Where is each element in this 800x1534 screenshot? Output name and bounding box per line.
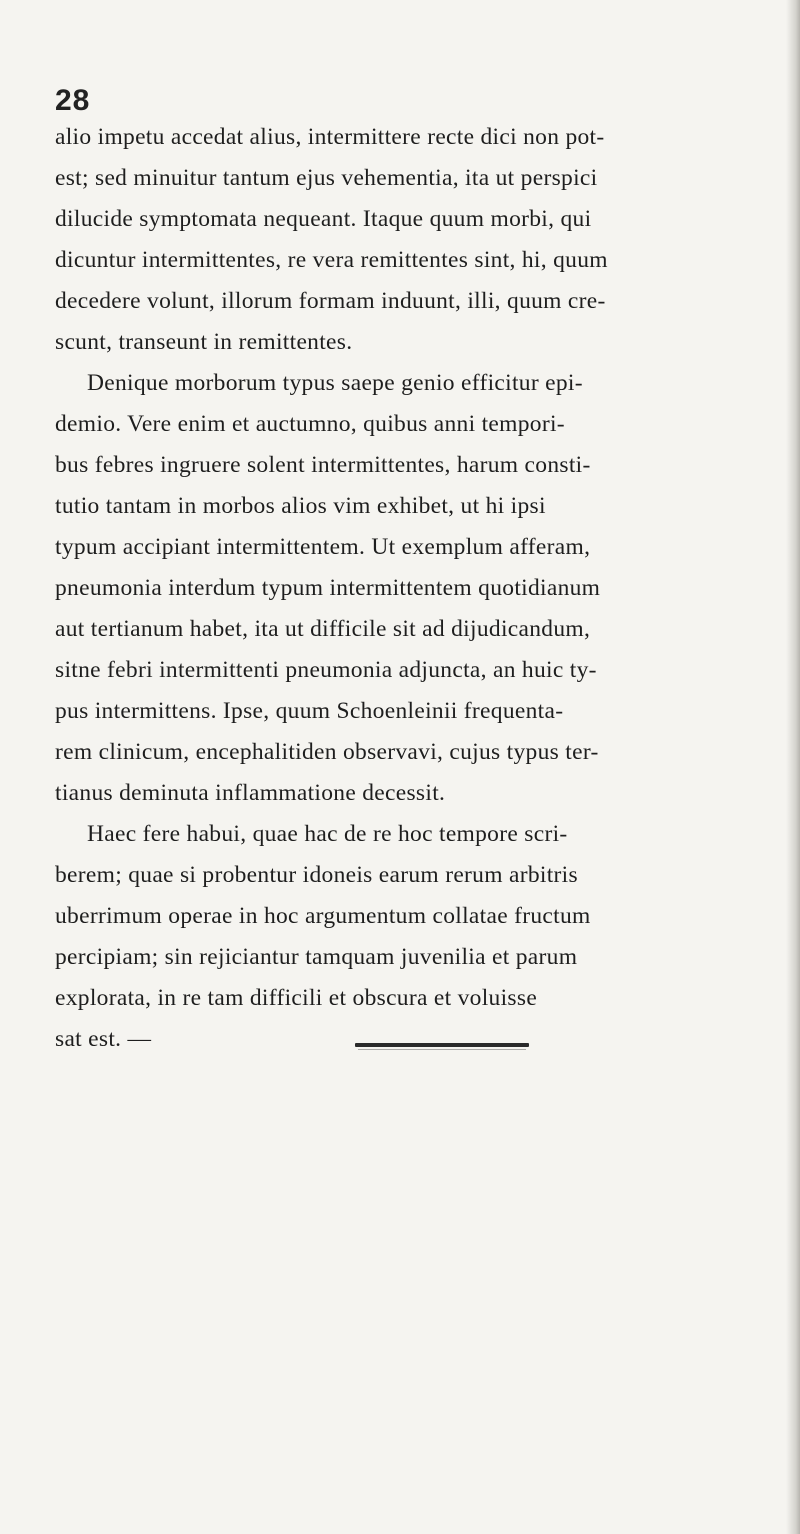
text-line: berem; quae si probentur idoneis earum rerum arbitris [55, 862, 578, 888]
text-line: scunt, transeunt in remittentes. [55, 329, 353, 355]
text-line: tianus deminuta inflammatione decessit. [55, 780, 446, 806]
text-line: bus febres ingruere solent intermittentes, harum consti- [55, 452, 591, 478]
text-line: est; sed minuitur tantum ejus vehementia, ita ut perspici [55, 165, 598, 191]
text-line: rem clinicum, encephalitiden observavi, cujus typus ter- [55, 739, 599, 765]
text-line: sat est. — [55, 1026, 152, 1052]
closing-rule [355, 1043, 529, 1047]
text-line: typum accipiant intermittentem. Ut exemplum afferam, [55, 534, 591, 560]
text-line: dicuntur intermittentes, re vera remittentes sint, hi, quum [55, 247, 608, 273]
text-line: demio. Vere enim et auctumno, quibus anni tempori- [55, 411, 565, 437]
text-line: aut tertianum habet, ita ut difficile sit ad dijudicandum, [55, 616, 591, 642]
text-line: explorata, in re tam difficili et obscura et voluisse [55, 985, 538, 1011]
text-line: uberrimum operae in hoc argumentum collatae fructum [55, 903, 591, 929]
text-line: percipiam; sin rejiciantur tamquam juvenilia et parum [55, 944, 578, 970]
body-text [55, 117, 790, 1060]
text-line: pus intermittens. Ipse, quum Schoenleinii frequenta- [55, 698, 564, 724]
text-line: dilucide symptomata nequeant. Itaque quum morbi, qui [55, 206, 592, 232]
text-line: pneumonia interdum typum intermittentem quotidianum [55, 575, 601, 601]
closing-rule-shadow [358, 1049, 526, 1050]
text-line: alio impetu accedat alius, intermittere recte dici non pot- [55, 124, 605, 150]
page-number: 28 [55, 84, 91, 117]
text-line: tutio tantam in morbos alios vim exhibet, ut hi ipsi [55, 493, 546, 519]
text-line: Denique morborum typus saepe genio efficitur epi- [87, 370, 583, 396]
text-line: decedere volunt, illorum formam induunt, illi, quum cre- [55, 288, 606, 314]
text-line: Haec fere habui, quae hac de re hoc tempore scri- [87, 821, 568, 847]
text-line: sitne febri intermittenti pneumonia adjuncta, an huic ty- [55, 657, 597, 683]
